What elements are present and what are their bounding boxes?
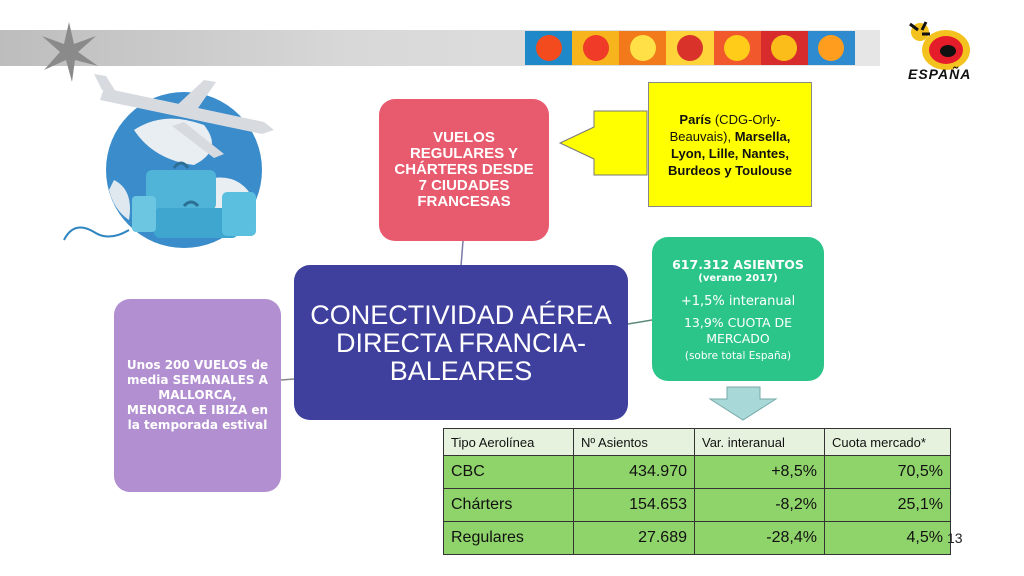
page-number: 13 — [947, 530, 963, 546]
routes-box — [379, 99, 549, 241]
seats-table — [443, 428, 951, 555]
routes-text: VUELOS REGULARES Y CHÁRTERS DESDE 7 CIUDADES FRANCESAS — [394, 129, 534, 210]
table-row — [444, 489, 951, 522]
table-row — [444, 522, 951, 555]
table-header-cell: Var. interanual — [695, 429, 825, 456]
seats-period: (verano 2017) — [698, 272, 778, 284]
weekly-flights-box — [114, 299, 281, 492]
logo-text: ESPAÑA — [908, 66, 972, 82]
main-title-text: CONECTIVIDAD AÉREA DIRECTA FRANCIA-BALEARES — [310, 299, 612, 386]
table-cell: 70,5% — [825, 456, 951, 489]
seats-share: 13,9% CUOTA DE MERCADO — [683, 314, 793, 346]
seats-total: 617.312 ASIENTOS — [672, 256, 804, 272]
table-cell: -8,2% — [695, 489, 825, 522]
table-cell: -28,4% — [695, 522, 825, 555]
cities-callout — [648, 82, 812, 207]
callout-paris: París — [679, 111, 712, 127]
table-cell: 154.653 — [574, 489, 695, 522]
table-cell: Regulares — [444, 522, 574, 555]
weekly-flights-text: Unos 200 VUELOS de media SEMANALES A MALLORCA, MENORCA E IBIZA en la temporada estival — [126, 358, 269, 432]
table-header-cell: Tipo Aerolínea — [444, 429, 574, 456]
callout-cities: Marsella, Lyon, Lille, Nantes, Burdeos y Toulouse — [668, 128, 792, 178]
table-cell: 25,1% — [825, 489, 951, 522]
callout-paris-airports: (CDG-Orly-Beauvais), — [669, 111, 781, 144]
table-cell: Chárters — [444, 489, 574, 522]
seats-share-note: (sobre total España) — [684, 349, 792, 362]
main-title-box — [294, 265, 628, 420]
table-cell: 4,5% — [825, 522, 951, 555]
table-cell: +8,5% — [695, 456, 825, 489]
table-row — [444, 456, 951, 489]
table-cell: 27.689 — [574, 522, 695, 555]
table-header-cell: Cuota mercado* — [825, 429, 951, 456]
table-header-cell: Nº Asientos — [574, 429, 695, 456]
table-cell: 434.970 — [574, 456, 695, 489]
table-header-row — [444, 429, 951, 456]
seats-box — [652, 237, 824, 381]
table-cell: CBC — [444, 456, 574, 489]
seats-growth: +1,5% interanual — [680, 293, 796, 309]
